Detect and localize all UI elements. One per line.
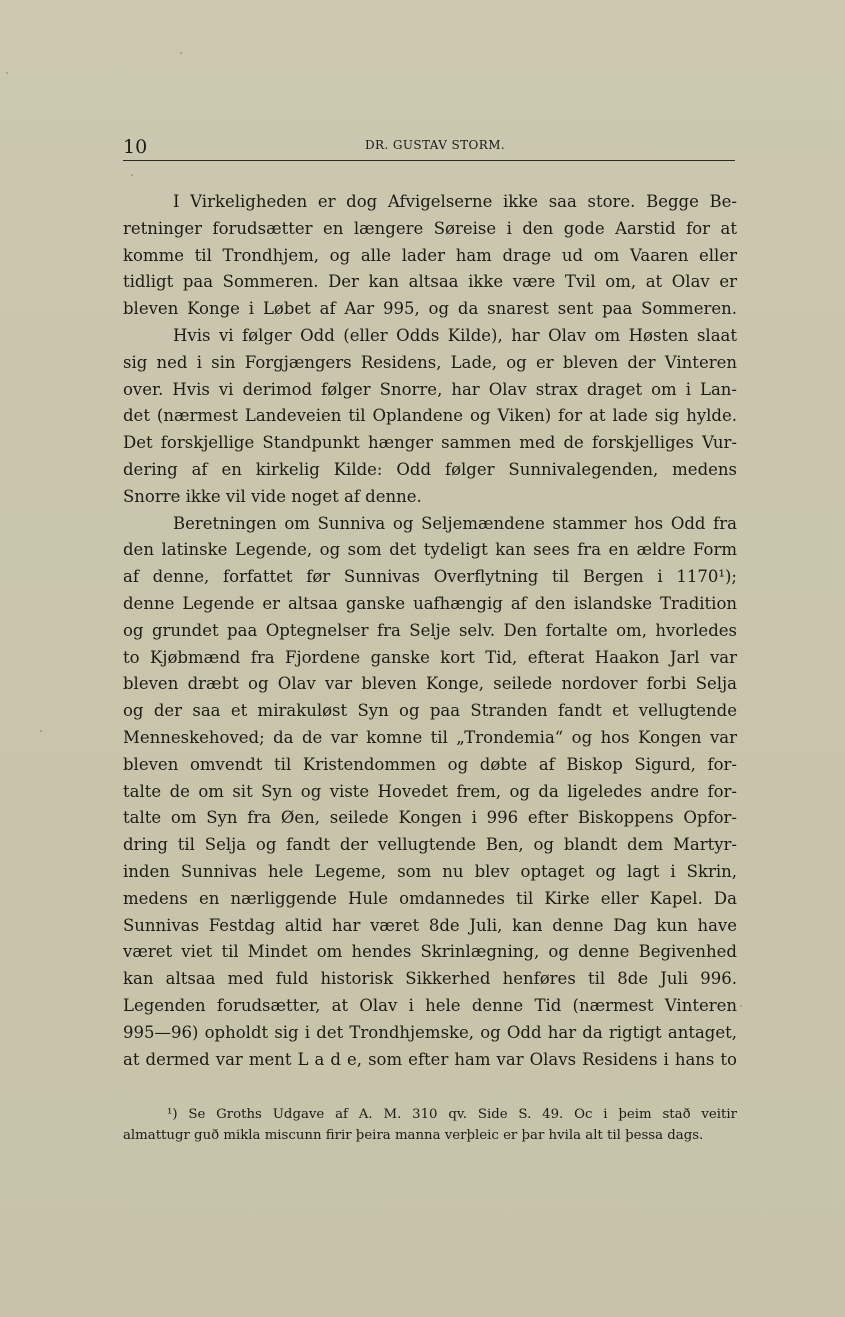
text-line: bleven dræbt og Olav var bleven Konge, seilede nordover forbi Selja: [123, 674, 737, 694]
text-line: Menneskehoved; da de var komne til „Trondemia“ og hos Kongen var: [123, 727, 737, 747]
text-line: og grundet paa Optegnelser fra Selje selv. Den fortalte om, hvorledes: [123, 620, 737, 640]
text-line: at dermed var ment L a d e, som efter ham var Olavs Residens i hans to: [123, 1049, 737, 1069]
text-line: været viet til Mindet om hendes Skrinlægning, og denne Begivenhed: [123, 942, 737, 962]
text-line: over. Hvis vi derimod følger Snorre, har Olav strax draget om i Lan-: [123, 379, 737, 399]
text-line: talte om Syn fra Øen, seilede Kongen i 996 efter Biskoppens Opfor-: [123, 808, 737, 828]
text-line: og der saa et mirakuløst Syn og paa Stranden fandt et vellugtende: [123, 701, 737, 721]
page-number: 10: [123, 136, 148, 158]
text-line: Beretningen om Sunniva og Seljemændene stammer hos Odd fra: [173, 513, 737, 533]
text-line: dring til Selja og fandt der vellugtende Ben, og blandt dem Martyr-: [123, 835, 737, 855]
text-line: inden Sunnivas hele Legeme, som nu blev optaget og lagt i Skrin,: [123, 861, 737, 881]
text-line: sig ned i sin Forgjængers Residens, Lade, og er bleven der Vinteren: [123, 352, 737, 372]
text-line: Sunnivas Festdag altid har været 8de Juli, kan denne Dag kun have: [123, 915, 737, 935]
text-line: I Virkeligheden er dog Afvigelserne ikke saa store. Begge Be-: [173, 192, 737, 211]
text-line: Det forskjellige Standpunkt hænger sammen med de forskjelliges Vur-: [123, 433, 737, 453]
text-line: tidligt paa Sommeren. Der kan altsaa ikke være Tvil om, at Olav er: [123, 272, 737, 292]
body-text: [123, 189, 737, 1073]
footnotes: [123, 1104, 737, 1146]
running-head: DR. GUSTAV STORM.: [365, 138, 506, 152]
paper-speck: [40, 730, 42, 732]
footnote-line: ¹) Se Groths Udgave af A. M. 310 qv. Side S. 49. Oc i þeim stað veitir: [167, 1107, 737, 1122]
text-line: retninger forudsætter en længere Søreise i den gode Aarstid for at: [123, 218, 737, 238]
text-line: bleven omvendt til Kristendommen og døbte af Biskop Sigurd, for-: [123, 754, 737, 774]
text-line: det (nærmest Landeveien til Oplandene og Viken) for at lade sig hylde.: [123, 406, 737, 426]
paper-speck: [180, 52, 182, 54]
text-line: dering af en kirkelig Kilde: Odd følger Sunnivalegenden, medens: [123, 459, 737, 479]
text-line: af denne, forfattet før Sunnivas Overflytning til Bergen i 1170¹);: [123, 567, 737, 587]
footnote-line: almattugr guð mikla miscunn firir þeira manna verþleic er þar hvila alt til þessa dags.: [123, 1128, 704, 1143]
text-line: Snorre ikke vil vide noget af denne.: [123, 486, 422, 506]
text-line: medens en nærliggende Hule omdannedes til Kirke eller Kapel. Da: [123, 888, 737, 908]
text-line: bleven Konge i Løbet af Aar 995, og da snarest sent paa Sommeren.: [123, 299, 737, 319]
text-line: Legenden forudsætter, at Olav i hele denne Tid (nærmest Vinteren: [123, 995, 737, 1015]
text-line: to Kjøbmænd fra Fjordene ganske kort Tid, efterat Haakon Jarl var: [123, 647, 737, 667]
text-line: 995—96) opholdt sig i det Trondhjemske, og Odd har da rigtigt antaget,: [123, 1022, 737, 1042]
paper-speck: [131, 174, 133, 176]
page-header: [123, 132, 735, 161]
text-line: komme til Trondhjem, og alle lader ham drage ud om Vaaren eller: [123, 245, 737, 265]
text-line: den latinske Legende, og som det tydeligt kan sees fra en ældre Form: [123, 540, 737, 560]
text-line: kan altsaa med fuld historisk Sikkerhed henføres til 8de Juli 996.: [123, 969, 737, 989]
text-line: Hvis vi følger Odd (eller Odds Kilde), har Olav om Høsten slaat: [173, 325, 737, 345]
text-line: denne Legende er altsaa ganske uafhængig af den islandske Tradition: [123, 593, 737, 613]
text-line: talte de om sit Syn og viste Hovedet frem, og da ligeledes andre for-: [123, 781, 737, 801]
paper-speck: [740, 1005, 742, 1007]
paper-speck: [6, 72, 8, 74]
